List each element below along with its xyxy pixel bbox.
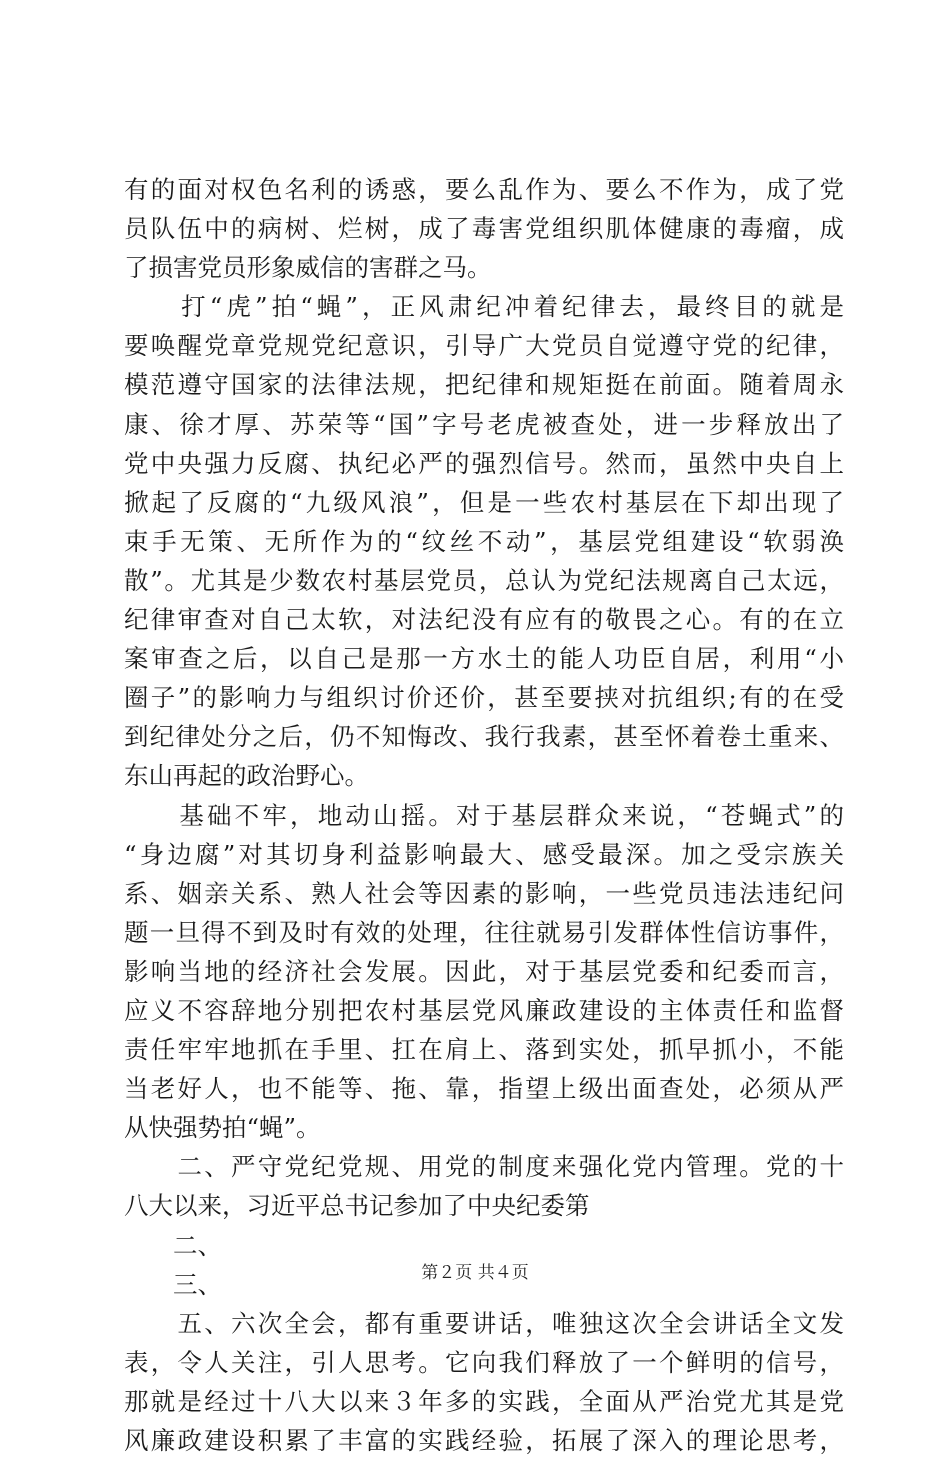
- text-line: 系、姻亲关系、熟人社会等因素的影响，一些党员违法违纪问: [124, 878, 844, 908]
- text-line: 责任牢牢地抓在手里、扛在肩上、落到实处，抓早抓小，不能: [124, 1035, 844, 1065]
- text-line: 从快强势拍“蝇”。: [124, 1113, 321, 1143]
- text-line: 要唤醒党章党规党纪意识，引导广大党员自觉遵守党的纪律，: [124, 331, 844, 361]
- text-line: 三、: [124, 1269, 222, 1299]
- text-line: 员队伍中的病树、烂树，成了毒害党组织肌体健康的毒瘤，成: [124, 214, 844, 244]
- text-line: 二、严守党纪党规、用党的制度来强化党内管理。党的十: [124, 1152, 844, 1182]
- text-line: 模范遵守国家的法律法规，把纪律和规矩挺在前面。随着周永: [124, 370, 844, 400]
- text-line: 八大以来，习近平总书记参加了中央纪委第: [124, 1191, 590, 1221]
- text-line: 束手无策、无所作为的“纹丝不动”，基层党组建设“软弱涣: [124, 526, 844, 556]
- text-line: 五、六次全会，都有重要讲话，唯独这次全会讲话全文发: [124, 1308, 844, 1338]
- text-line: 掀起了反腐的“九级风浪”，但是一些农村基层在下却出现了: [124, 487, 844, 517]
- text-line: 风廉政建设积累了丰富的实践经验，拓展了深入的理论思考，: [124, 1426, 844, 1455]
- text-line: 案审查之后，以自己是那一方水土的能人功臣自居，利用“小: [124, 644, 844, 674]
- text-line: 康、徐才厚、苏荣等“国”字号老虎被查处，进一步释放出了: [124, 409, 844, 439]
- text-line: 打“虎”拍“蝇”，正风肃纪冲着纪律去，最终目的就是: [124, 292, 844, 322]
- text-line: 基础不牢，地动山摇。对于基层群众来说，“苍蝇式”的: [124, 800, 844, 830]
- text-line: 散”。尤其是少数农村基层党员，总认为党纪法规离自己太远，: [124, 565, 844, 595]
- text-line: 纪律审查对自己太软，对法纪没有应有的敬畏之心。有的在立: [124, 605, 844, 635]
- text-line: 党中央强力反腐、执纪必严的强烈信号。然而，虽然中央自上: [124, 448, 844, 478]
- text-line: “身边腐”对其切身利益影响最大、感受最深。加之受宗族关: [124, 839, 844, 869]
- text-line: 二、: [124, 1230, 222, 1260]
- text-line: 影响当地的经济社会发展。因此，对于基层党委和纪委而言，: [124, 956, 844, 986]
- text-line: 题一旦得不到及时有效的处理，往往就易引发群体性信访事件，: [124, 917, 844, 947]
- text-line: 当老好人，也不能等、拖、靠，指望上级出面查处，必须从严: [124, 1074, 844, 1104]
- text-line: 应义不容辞地分别把农村基层党风廉政建设的主体责任和监督: [124, 995, 844, 1025]
- text-line: 圈子”的影响力与组织讨价还价，甚至要挟对抗组织;有的在受: [124, 683, 844, 713]
- page-number-footer: 第２页 共４页: [421, 1263, 529, 1283]
- text-line: 表，令人关注，引人思考。它向我们释放了一个鲜明的信号，: [124, 1347, 844, 1377]
- text-line: 有的面对权色名利的诱惑，要么乱作为、要么不作为，成了党: [124, 175, 844, 204]
- text-line: 那就是经过十八大以来３年多的实践，全面从严治党尤其是党: [124, 1386, 844, 1416]
- text-line: 到纪律处分之后，仍不知悔改、我行我素，甚至怀着卷土重来、: [124, 722, 844, 752]
- text-line: 了损害党员形象威信的害群之马。: [124, 253, 492, 283]
- text-line: 东山再起的政治野心。: [124, 761, 369, 791]
